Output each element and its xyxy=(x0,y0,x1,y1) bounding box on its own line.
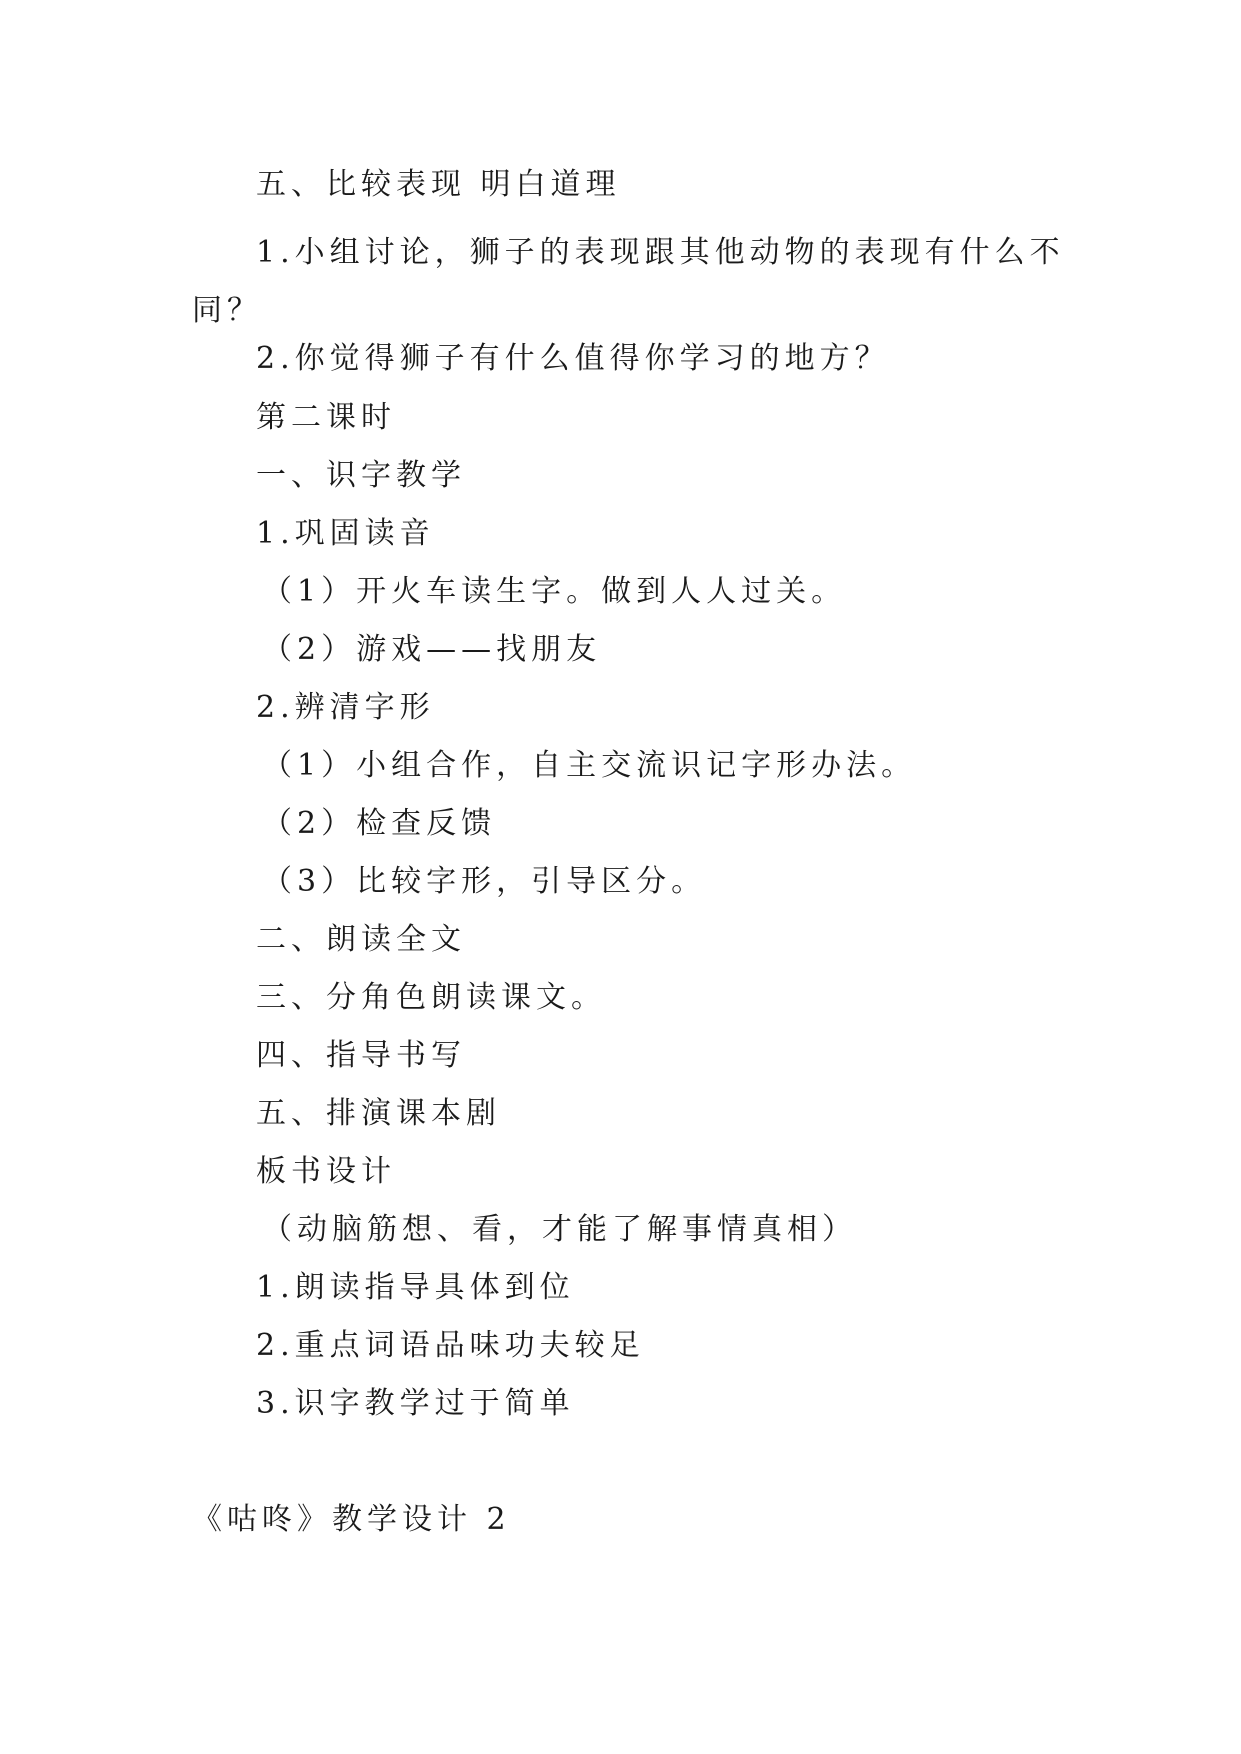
section-heading-read-full-text: 二、朗读全文 xyxy=(256,922,466,957)
section-heading-compare: 五、比较表现 明白道理 xyxy=(256,167,621,202)
substep-train-reading: （1）开火车读生字。做到人人过关。 xyxy=(262,574,847,609)
next-document-title: 《咕咚》教学设计 2 xyxy=(192,1502,511,1537)
discussion-question-2: 2.你觉得狮子有什么值得你学习的地方？ xyxy=(256,341,890,376)
step-consolidate-pronunciation: 1.巩固读音 xyxy=(256,516,435,551)
discussion-question-1: 1.小组讨论，狮子的表现跟其他动物的表现有什么不同？ xyxy=(192,235,1065,328)
reflection-item-1: 1.朗读指导具体到位 xyxy=(256,1270,575,1305)
blackboard-design-heading: 板书设计 xyxy=(256,1154,396,1189)
lesson-two-heading: 第二课时 xyxy=(256,400,396,435)
reflection-item-2: 2.重点词语品味功夫较足 xyxy=(256,1328,645,1363)
substep-compare-glyphs: （3）比较字形，引导区分。 xyxy=(262,864,707,899)
section-heading-role-reading: 三、分角色朗读课文。 xyxy=(256,980,606,1015)
section-heading-literacy: 一、识字教学 xyxy=(256,458,466,493)
substep-check-feedback: （2）检查反馈 xyxy=(262,806,497,841)
substep-find-friends-game: （2）游戏——找朋友 xyxy=(262,632,602,667)
reflection-item-3: 3.识字教学过于简单 xyxy=(256,1386,575,1421)
section-heading-writing-guidance: 四、指导书写 xyxy=(256,1038,466,1073)
step-distinguish-glyphs: 2.辨清字形 xyxy=(256,690,435,725)
blackboard-design-note: （动脑筋想、看，才能了解事情真相） xyxy=(262,1212,857,1247)
section-heading-rehearse-play: 五、排演课本剧 xyxy=(256,1096,501,1131)
substep-group-cooperation: （1）小组合作，自主交流识记字形办法。 xyxy=(262,748,917,783)
